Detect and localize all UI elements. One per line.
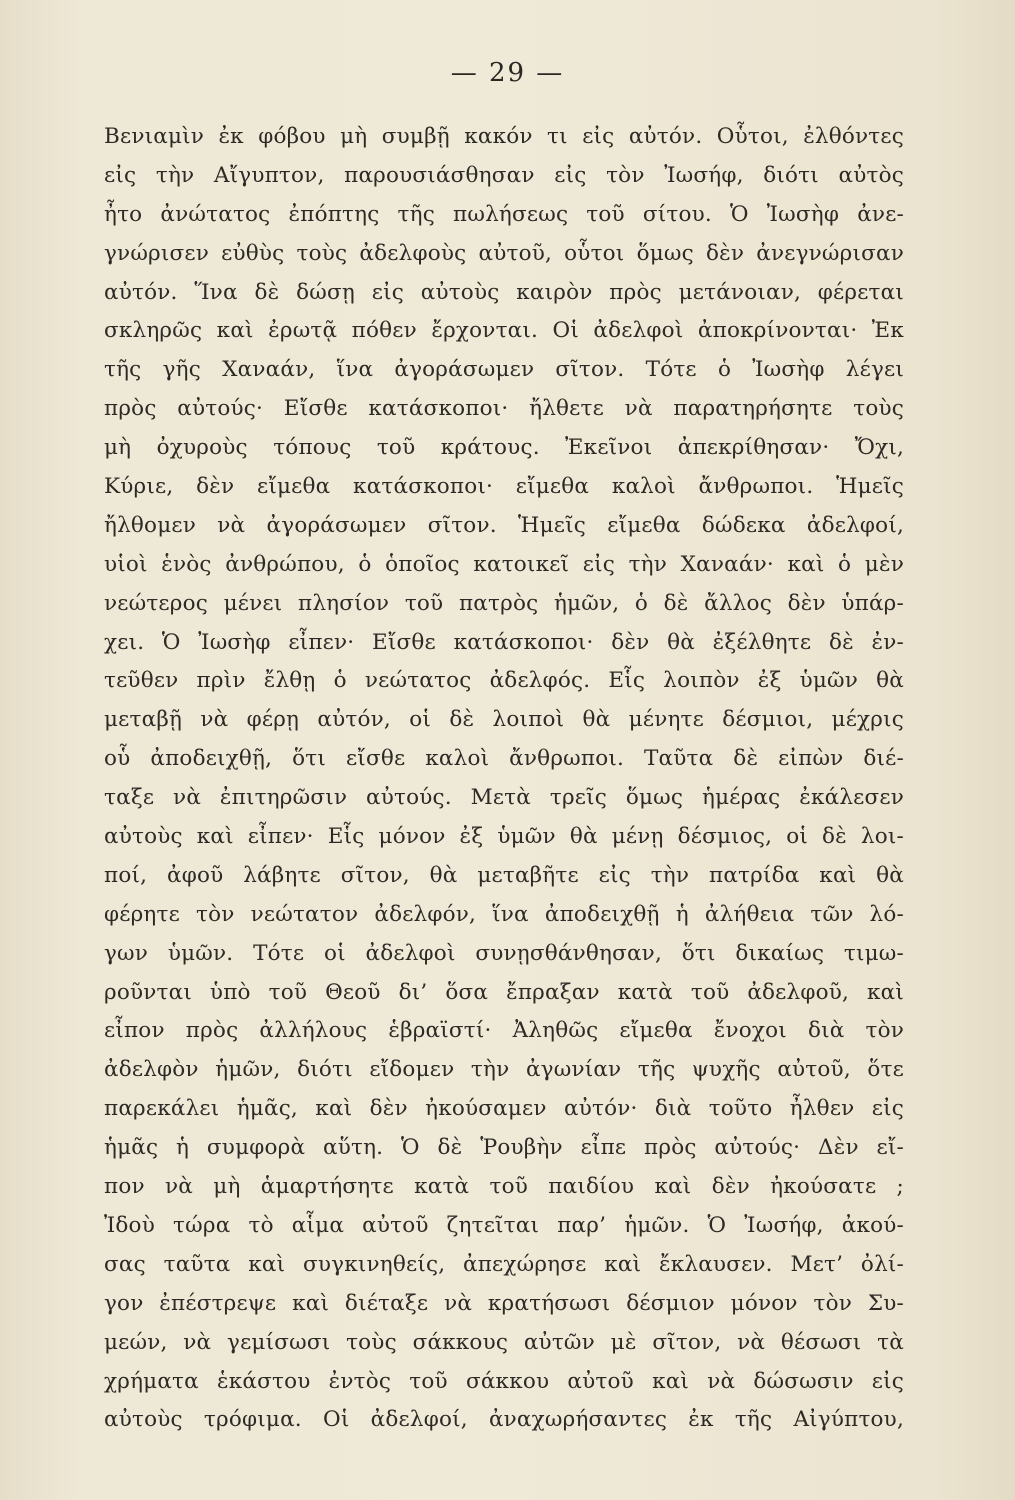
text-line: σας ταῦτα καὶ συγκινηθείς, ἀπεχώρησε καὶ ἔκλαυσεν. Μετ’ ὀλί- [104, 1251, 904, 1277]
text-line: ἦτο ἀνώτατος ἐπόπτης τῆς πωλήσεως τοῦ σίτου. Ὁ Ἰωσὴφ ἀνε- [104, 201, 904, 227]
text-line: υἱοὶ ἑνὸς ἀνθρώπου, ὁ ὁποῖος κατοικεῖ εἰς τὴν Χαναάν· καὶ ὁ μὲν [104, 551, 904, 577]
text-line: Βενιαμὶν ἐκ φόβου μὴ συμβῇ κακόν τι εἰς αὐτόν. Οὗτοι, ἐλθόντες [104, 124, 904, 149]
text-line: ροῦνται ὑπὸ τοῦ Θεοῦ δι’ ὅσα ἔπραξαν κατὰ τοῦ ἀδελφοῦ, καὶ [104, 979, 904, 1005]
text-line: αὐτοὺς καὶ εἶπεν· Εἷς μόνον ἐξ ὑμῶν θὰ μένῃ δέσμιος, οἱ δὲ λοι- [104, 824, 904, 850]
text-line: ἤλθομεν νὰ ἀγοράσωμεν σῖτον. Ἡμεῖς εἴμεθα δώδεκα ἀδελφοί, [104, 512, 904, 538]
text-line: ταξε νὰ ἐπιτηρῶσιν αὐτούς. Μετὰ τρεῖς ὅμως ἡμέρας ἐκάλεσεν [104, 785, 904, 811]
text-line: χει. Ὁ Ἰωσὴφ εἶπεν· Εἴσθε κατάσκοποι· δὲν θὰ ἐξέλθητε δὲ ἐν- [104, 629, 904, 655]
text-line: εἶπον πρὸς ἀλλήλους ἑβραϊστί· Ἀληθῶς εἴμεθα ἔνοχοι διὰ τὸν [104, 1018, 904, 1044]
text-line: γνώρισεν εὐθὺς τοὺς ἀδελφοὺς αὐτοῦ, οὗτοι ὅμως δὲν ἀνεγνώρισαν [104, 240, 904, 266]
text-line: αὐτόν. Ἵνα δὲ δώσῃ εἰς αὐτοὺς καιρὸν πρὸς μετάνοιαν, φέρεται [104, 279, 904, 305]
text-line: γων ὑμῶν. Τότε οἱ ἀδελφοὶ συνῃσθάνθησαν, ὅτι δικαίως τιμω- [104, 940, 904, 966]
text-line: ἀδελφὸν ἡμῶν, διότι εἴδομεν τὴν ἀγωνίαν τῆς ψυχῆς αὐτοῦ, ὅτε [104, 1057, 904, 1083]
text-line: φέρητε τὸν νεώτατον ἀδελφόν, ἵνα ἀποδειχθῇ ἡ ἀλήθεια τῶν λό- [104, 901, 904, 927]
text-line: Κύριε, δὲν εἴμεθα κατάσκοποι· εἴμεθα καλοὶ ἄνθρωποι. Ἡμεῖς [104, 474, 904, 500]
text-line: μεών, νὰ γεμίσωσι τοὺς σάκκους αὐτῶν μὲ σῖτον, νὰ θέσωσι τὰ [104, 1329, 904, 1355]
text-line: ἡμᾶς ἡ συμφορὰ αὕτη. Ὁ δὲ Ῥουβὴν εἶπε πρὸς αὐτούς· Δὲν εἴ- [104, 1135, 904, 1161]
text-line: παρεκάλει ἡμᾶς, καὶ δὲν ἠκούσαμεν αὐτόν· διὰ τοῦτο ἦλθεν εἰς [104, 1096, 904, 1122]
text-line: μὴ ὀχυροὺς τόπους τοῦ κράτους. Ἐκεῖνοι ἀπεκρίθησαν· Ὄχι, [104, 435, 904, 461]
text-line: πρὸς αὐτούς· Εἴσθε κατάσκοποι· ἤλθετε νὰ παρατηρήσητε τοὺς [104, 396, 904, 422]
text-line: χρήματα ἑκάστου ἐντὸς τοῦ σάκκου αὐτοῦ καὶ νὰ δώσωσιν εἰς [104, 1368, 904, 1394]
text-line: εἰς τὴν Αἴγυπτον, παρουσιάσθησαν εἰς τὸν Ἰωσήφ, διότι αὐτὸς [104, 162, 904, 188]
text-line: σκληρῶς καὶ ἐρωτᾷ πόθεν ἔρχονται. Οἱ ἀδελφοὶ ἀποκρίνονται· Ἐκ [104, 318, 904, 344]
text-line: τεῦθεν πρὶν ἔλθῃ ὁ νεώτατος ἀδελφός. Εἷς λοιπὸν ἐξ ὑμῶν θὰ [104, 668, 904, 694]
text-line: γον ἐπέστρεψε καὶ διέταξε νὰ κρατήσωσι δέσμιον μόνον τὸν Συ- [104, 1290, 904, 1316]
text-line: τῆς γῆς Χαναάν, ἵνα ἀγοράσωμεν σῖτον. Τότε ὁ Ἰωσὴφ λέγει [104, 357, 904, 383]
text-line: μεταβῇ νὰ φέρῃ αὐτόν, οἱ δὲ λοιποὶ θὰ μένητε δέσμιοι, μέχρις [104, 707, 904, 733]
text-line: αὐτοὺς τρόφιμα. Οἱ ἀδελφοί, ἀναχωρήσαντες ἐκ τῆς Αἰγύπτου, [104, 1407, 904, 1433]
page-number: — 29 — [450, 58, 565, 88]
body-text [104, 118, 904, 1440]
text-line: νεώτερος μένει πλησίον τοῦ πατρὸς ἡμῶν, ὁ δὲ ἄλλος δὲν ὑπάρ- [104, 590, 904, 616]
text-line: οὗ ἀποδειχθῇ, ὅτι εἴσθε καλοὶ ἄνθρωποι. Ταῦτα δὲ εἰπὼν διέ- [104, 746, 904, 772]
text-line: Ἰδοὺ τώρα τὸ αἷμα αὐτοῦ ζητεῖται παρ’ ἡμῶν. Ὁ Ἰωσήφ, ἀκού- [104, 1212, 904, 1238]
text-line: ποί, ἀφοῦ λάβητε σῖτον, θὰ μεταβῆτε εἰς τὴν πατρίδα καὶ θὰ [104, 862, 904, 888]
text-line: πον νὰ μὴ ἁμαρτήσητε κατὰ τοῦ παιδίου καὶ δὲν ἠκούσατε ; [104, 1174, 904, 1200]
